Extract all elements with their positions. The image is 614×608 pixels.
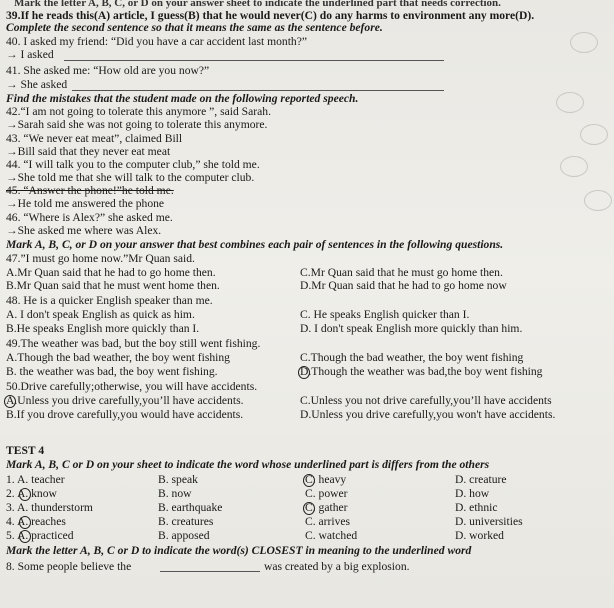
phonetic-5-a[interactable]: 5. A. practiced	[6, 529, 74, 542]
q50-option-c[interactable]: C.Unless you not drive carefully,you’ll have accidents	[300, 394, 552, 407]
question-48: 48. He is a quicker English speaker than me.	[6, 294, 213, 307]
answer-blank-40[interactable]	[64, 60, 444, 61]
margin-circle	[560, 156, 588, 177]
phonetic-1-b[interactable]: B. speak	[158, 473, 198, 486]
question-43: 43. “We never eat meat”, claimed Bill	[6, 132, 183, 145]
selected-answer-mark	[298, 366, 310, 379]
q48-option-d[interactable]: D. I don't speak English more quickly than him.	[300, 322, 523, 335]
answer-blank-41[interactable]	[72, 90, 444, 91]
question-39: 39.If he reads this(A) article, I guess(B) that he would never(C) do any harms to environment any more(D).	[6, 9, 535, 22]
instruction-test4: Mark A, B, C or D on your sheet to indicate the word whose underlined part is differs from the others	[6, 458, 490, 471]
q47-option-d[interactable]: D.Mr Quan said that he had to go home now	[300, 279, 507, 292]
q50-option-b[interactable]: B.If you drove carefully,you would have accidents.	[6, 408, 244, 421]
q47-option-b[interactable]: B.Mr Quan said that he must went home then.	[6, 279, 220, 292]
phonetic-3-c[interactable]: C. gather	[305, 501, 348, 514]
q47-option-c[interactable]: C.Mr Quan said that he must go home then.	[300, 266, 503, 279]
instruction-closest-meaning: Mark the letter A, B, C or D to indicate the word(s) CLOSEST in meaning to the underlined word	[6, 544, 472, 557]
question-41-answer-prompt: → She asked	[6, 78, 68, 91]
phonetic-1-d[interactable]: D. creature	[455, 473, 507, 486]
selected-answer-mark	[303, 474, 315, 487]
instruction-combine: Mark A, B, C, or D on your answer that best combines each pair of sentences in the following questions.	[6, 238, 504, 251]
phonetic-5-b[interactable]: B. apposed	[158, 529, 210, 542]
question-46-answer: →She asked me where was Alex.	[6, 224, 162, 237]
question-43-answer: →Bill said that they never eat meat	[6, 145, 171, 158]
selected-answer-mark	[19, 488, 31, 501]
question-41: 41. She asked me: “How old are you now?”	[6, 64, 210, 77]
q49-option-c[interactable]: C.Though the bad weather, the boy went fishing	[300, 351, 524, 364]
q50-option-a[interactable]: A.Unless you drive carefully,you’ll have accidents.	[6, 394, 244, 407]
question-40-answer-prompt: → I asked	[6, 48, 54, 61]
phonetic-5-c[interactable]: C. watched	[305, 529, 358, 542]
phonetic-4-c[interactable]: C. arrives	[305, 515, 351, 528]
instruction-complete: Complete the second sentence so that it means the same as the sentence before.	[6, 21, 383, 34]
phonetic-4-b[interactable]: B. creatures	[158, 515, 214, 528]
instruction-find-mistakes: Find the mistakes that the student made on the following reported speech.	[6, 92, 359, 105]
phonetic-3-a[interactable]: 3. A. thunderstorm	[6, 501, 93, 514]
q48-option-b[interactable]: B.He speaks English more quickly than I.	[6, 322, 200, 335]
question-50: 50.Drive carefully;otherwise, you will have accidents.	[6, 380, 258, 393]
question-44-answer: →She told me that she will talk to the computer club.	[6, 171, 255, 184]
q48-option-a[interactable]: A. I don't speak English as quick as him.	[6, 308, 195, 321]
q49-option-d[interactable]: D.Though the weather was bad,the boy went fishing	[300, 365, 543, 378]
selected-answer-mark	[4, 395, 16, 408]
question-40: 40. I asked my friend: “Did you have a car accident last month?”	[6, 35, 308, 48]
question-45: 45. “Answer the phone!”he told me.	[6, 184, 174, 197]
question-8-start: 8. Some people believe the	[6, 560, 132, 573]
selected-answer-mark	[303, 502, 315, 515]
question-42-answer: →Sarah said she was not going to tolerate this anymore.	[6, 118, 268, 131]
question-49: 49.The weather was bad, but the boy still went fishing.	[6, 337, 261, 350]
question-42: 42.“I am not going to tolerate this anymore ”, said Sarah.	[6, 105, 271, 118]
q49-option-a[interactable]: A.Though the bad weather, the boy went fishing	[6, 351, 230, 364]
q47-option-a[interactable]: A.Mr Quan said that he had to go home then.	[6, 266, 216, 279]
phonetic-4-d[interactable]: D. universities	[455, 515, 523, 528]
question-44: 44. “I will talk you to the computer club,” she told me.	[6, 158, 260, 171]
question-47: 47.”I must go home now.”Mr Quan said.	[6, 252, 195, 265]
q49-option-b[interactable]: B. the weather was bad, the boy went fishing.	[6, 365, 218, 378]
q50-option-d[interactable]: D.Unless you drive carefully,you won't have accidents.	[300, 408, 556, 421]
phonetic-2-d[interactable]: D. how	[455, 487, 490, 500]
phonetic-2-b[interactable]: B. now	[158, 487, 192, 500]
phonetic-3-b[interactable]: B. earthquake	[158, 501, 223, 514]
phonetic-5-d[interactable]: D. worked	[455, 529, 504, 542]
question-46: 46. “Where is Alex?” she asked me.	[6, 211, 173, 224]
question-45-answer: →He told me answered the phone	[6, 197, 165, 210]
margin-circle	[584, 190, 612, 211]
section-header-correction: Mark the letter A, B, C, or D on your answer sheet to indicate the underlined part that needs correction.	[14, 0, 501, 9]
margin-circle	[556, 92, 584, 113]
selected-answer-mark	[19, 516, 31, 529]
question-8-end: was created by a big explosion.	[264, 560, 410, 573]
phonetic-2-c[interactable]: C. power	[305, 487, 348, 500]
phonetic-1-a[interactable]: 1. A. teacher	[6, 473, 65, 486]
margin-circle	[570, 32, 598, 53]
phonetic-2-a[interactable]: 2. A. know	[6, 487, 57, 500]
phonetic-1-c[interactable]: C. heavy	[305, 473, 347, 486]
test-4-heading: TEST 4	[6, 444, 45, 457]
margin-circle	[580, 124, 608, 145]
phonetic-4-a[interactable]: 4. A. reaches	[6, 515, 66, 528]
selected-answer-mark	[19, 530, 31, 543]
answer-blank-8[interactable]	[160, 571, 260, 572]
phonetic-3-d[interactable]: D. ethnic	[455, 501, 498, 514]
q48-option-c[interactable]: C. He speaks English quicker than I.	[300, 308, 470, 321]
